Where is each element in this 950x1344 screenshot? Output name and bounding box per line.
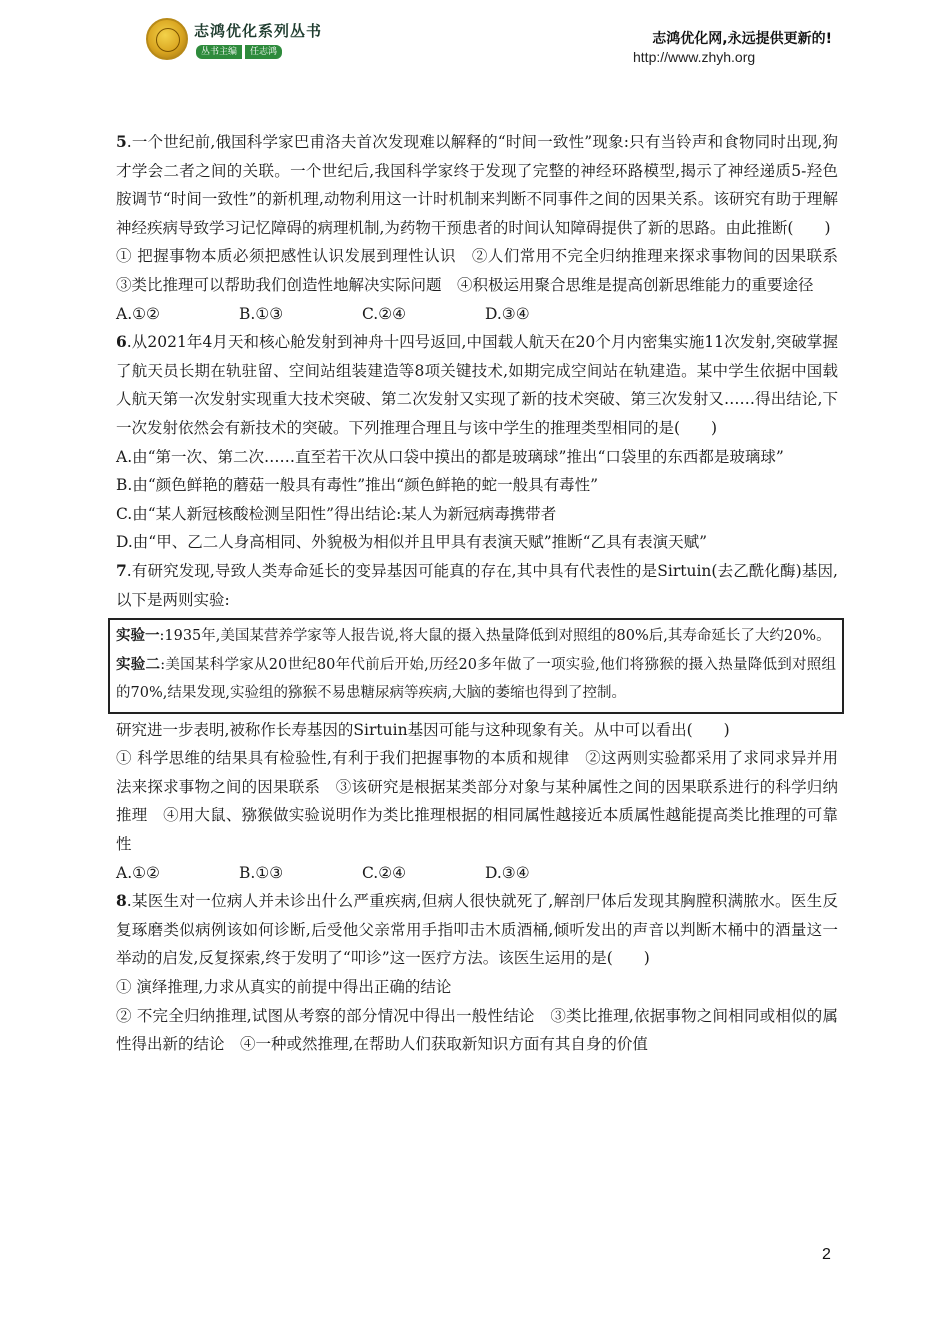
option-d: D.③④ bbox=[485, 304, 530, 323]
experiment-1: 实验一:1935年,美国某营养学家等人报告说,将大鼠的摄入热量降低到对照组的80%后,其寿命延长了大约20%。 bbox=[116, 627, 831, 645]
option-a: A.①② bbox=[116, 304, 160, 323]
option-a: A.①② bbox=[116, 863, 160, 882]
series-title: 志鸿优化系列丛书 bbox=[194, 22, 323, 40]
page-number: 2 bbox=[822, 1246, 831, 1263]
question-5-stem: 5.一个世纪前,俄国科学家巴甫洛夫首次发现难以解释的“时间一致性”现象:只有当铃声和食物同时出现,狗才学会二者之间的关联。一个世纪后,我国科学家终于发现了完整的神经环路模型,揭示了神经递质5-羟色胺调节“时间一致性”的新机理,动物利用这一计时机制来判断不同事件之间的因果关系。该研究有助于理解神经疾病导致学习记忆障碍的病理机制,为药物干预患者的时间认知障碍提供了新的思路。由此推断( ) bbox=[116, 132, 838, 237]
question-7-statements: ① 科学思维的结果具有检验性,有利于我们把握事物的本质和规律 ②这两则实验都采用了求同求异并用法来探求事物之间的因果联系 ③该研究是根据某类部分对象与某种属性之间的因果联系进行的科学归纳推理 ④用大鼠、猕猴做实验说明作为类比推理根据的相同属性越接近本质属性越能提高类比推理的可靠性 bbox=[116, 749, 838, 853]
editor-tag bbox=[196, 45, 282, 59]
question-7-stem: 7.有研究发现,导致人类寿命延长的变异基因可能真的存在,其中具有代表性的是Sirtuin(去乙酰化酶)基因,以下是两则实验: bbox=[116, 560, 838, 609]
page-header bbox=[0, 0, 950, 80]
question-8-statement-1: ① 演绎推理,力求从真实的前提中得出正确的结论 bbox=[116, 977, 452, 996]
question-6-option-b: B.由“颜色鲜艳的蘑菇一般具有毒性”推出“颜色鲜艳的蛇一般具有毒性” bbox=[116, 476, 599, 495]
site-url-link[interactable]: http://www.zhyh.org bbox=[633, 49, 756, 65]
question-7-after: 研究进一步表明,被称作长寿基因的Sirtuin基因可能与这种现象有关。从中可以看出( ) bbox=[116, 720, 730, 739]
option-b: B.①③ bbox=[239, 304, 284, 323]
publisher-logo bbox=[146, 18, 188, 60]
question-6-option-a: A.由“第一次、第二次……直至若干次从口袋中摸出的都是玻璃球”推出“口袋里的东西都是玻璃球” bbox=[116, 447, 784, 466]
header-slogan: 志鸿优化网,永远提供更新的! bbox=[652, 31, 832, 47]
question-8-stem: 8.某医生对一位病人并未诊出什么严重疾病,但病人很快就死了,解剖尸体后发现其胸膛积满脓水。医生反复琢磨类似病例该如何诊断,后受他父亲常用手指叩击木质酒桶,倾听发出的声音以判断木桶中的酒量这一举动的启发,反复探索,终于发明了“叩诊”这一医疗方法。该医生运用的是( ) bbox=[116, 891, 838, 968]
question-8-statement-2: ② 不完全归纳推理,试图从考察的部分情况中得出一般性结论 ③类比推理,依据事物之间相同或相似的属性得出新的结论 ④一种或然推理,在帮助人们获取新知识方面有其自身的价值 bbox=[116, 1006, 838, 1054]
question-content bbox=[116, 128, 854, 1059]
option-c: C.②④ bbox=[362, 863, 407, 882]
editor-label: 丛书主编 bbox=[196, 45, 242, 59]
question-5-statements: ① 把握事物本质必须把感性认识发展到理性认识 ②人们常用不完全归纳推理来探求事物间的因果联系 ③类比推理可以帮助我们创造性地解决实际问题 ④积极运用聚合思维是提高创新思维能力的重要途径 bbox=[116, 247, 854, 294]
option-c: C.②④ bbox=[362, 304, 407, 323]
question-7-options bbox=[116, 859, 838, 888]
option-b: B.①③ bbox=[239, 863, 284, 882]
option-d: D.③④ bbox=[485, 863, 530, 882]
editor-name: 任志鸿 bbox=[245, 45, 282, 59]
question-6-option-c: C.由“某人新冠核酸检测呈阳性”得出结论:某人为新冠病毒携带者 bbox=[116, 504, 557, 523]
question-6-stem: 6.从2021年4月天和核心舱发射到神舟十四号返回,中国载人航天在20个月内密集实施11次发射,突破掌握了航天员长期在轨驻留、空间站组装建造等8项关键技术,如期完成空间站在轨建造。某中学生依据中国载人航天第一次发射实现重大技术突破、第二次发射又实现了新的技术突破、第三次发射又……得出结论,下一次发射依然会有新技术的突破。下列推理合理且与该中学生的推理类型相同的是( ) bbox=[116, 332, 838, 437]
question-5-options bbox=[116, 300, 838, 329]
experiment-box bbox=[108, 618, 844, 714]
question-6-option-d: D.由“甲、乙二人身高相同、外貌极为相似并且甲具有表演天赋”推断“乙具有表演天赋” bbox=[116, 533, 708, 552]
experiment-2: 实验二:美国某科学家从20世纪80年代前后开始,历经20多年做了一项实验,他们将猕猴的摄入热量降低到对照组的70%,结果发现,实验组的猕猴不易患糖尿病等疾病,大脑的萎缩也得到了控制。 bbox=[116, 655, 837, 702]
